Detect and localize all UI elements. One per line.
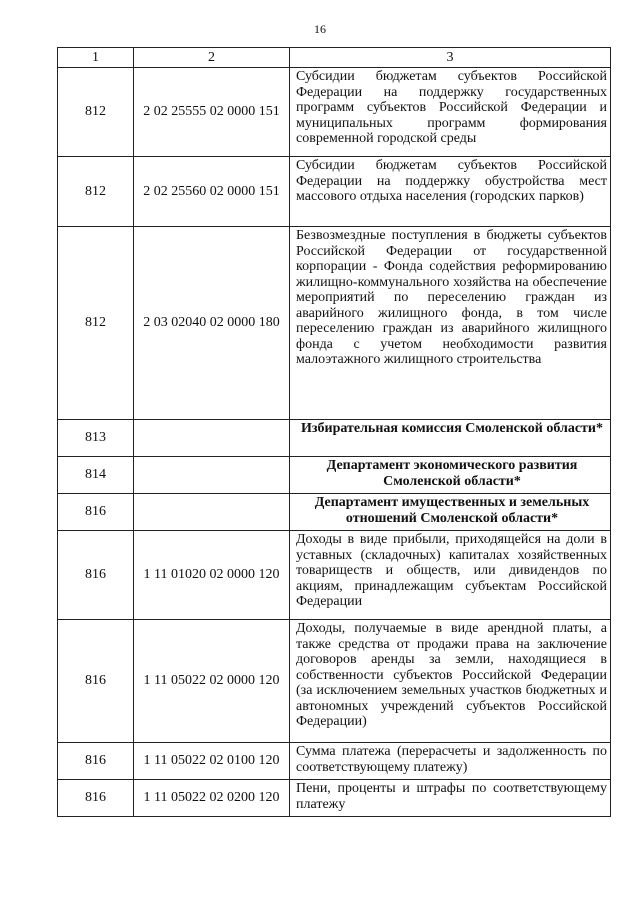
description-cell: Доходы в виде прибыли, приходящейся на доли в уставных (складочных) капиталах хозяйственных товариществ и обществ, или дивидендов по акциям, принадлежащим субъектам Российской Федерации xyxy=(290,531,611,620)
revenue-code-cell: 2 03 02040 02 0000 180 xyxy=(134,227,290,420)
description-cell: Безвозмездные поступления в бюджеты субъектов Российской Федерации от государственной корпорации - Фонда содействия реформированию жилищно-коммунального хозяйства на обеспечение мероприятий по переселению граждан из аварийного жилищного фонда, в том числе переселению граждан из аварийного жилищного фонда с учетом необходимости развития малоэтажного жилищного строительства xyxy=(290,227,611,420)
table-row xyxy=(58,457,611,494)
admin-code-cell: 816 xyxy=(58,531,134,620)
table-row xyxy=(58,494,611,531)
description-cell: Пени, проценты и штрафы по соответствующему платежу xyxy=(290,780,611,817)
revenue-code-cell: 1 11 05022 02 0000 120 xyxy=(134,620,290,743)
admin-code-cell: 814 xyxy=(58,457,134,494)
table-row xyxy=(58,157,611,227)
table-row xyxy=(58,780,611,817)
revenue-code-cell: 1 11 05022 02 0100 120 xyxy=(134,743,290,780)
revenue-code-cell xyxy=(134,457,290,494)
column-header-3: 3 xyxy=(290,48,611,68)
department-heading-cell: Департамент имущественных и земельных отношений Смоленской области* xyxy=(290,494,611,531)
description-cell: Доходы, получаемые в виде арендной платы, а также средства от продажи права на заключение договоров аренды за земли, находящиеся в собственности субъектов Российской Федерации (за исключением земельных участков бюджетных и автономных учреждений субъектов Российской Федерации) xyxy=(290,620,611,743)
revenue-code-cell: 1 11 01020 02 0000 120 xyxy=(134,531,290,620)
department-heading-cell: Департамент экономического развития Смоленской области* xyxy=(290,457,611,494)
admin-code-cell: 812 xyxy=(58,157,134,227)
page-number: 16 xyxy=(314,22,326,36)
description-cell: Субсидии бюджетам субъектов Российской Федерации на поддержку обустройства мест массового отдыха населения (городских парков) xyxy=(290,157,611,227)
revenue-codes-table xyxy=(57,47,611,817)
admin-code-cell: 816 xyxy=(58,780,134,817)
admin-code-cell: 816 xyxy=(58,620,134,743)
column-header-2: 2 xyxy=(134,48,290,68)
table-row xyxy=(58,420,611,457)
revenue-code-cell xyxy=(134,420,290,457)
description-cell: Сумма платежа (перерасчеты и задолженность по соответствующему платежу) xyxy=(290,743,611,780)
revenue-code-cell: 2 02 25555 02 0000 151 xyxy=(134,68,290,157)
department-heading-cell: Избирательная комиссия Смоленской области* xyxy=(290,420,611,457)
admin-code-cell: 813 xyxy=(58,420,134,457)
column-header-1: 1 xyxy=(58,48,134,68)
admin-code-cell: 816 xyxy=(58,743,134,780)
table-header-row xyxy=(58,48,611,68)
description-cell: Субсидии бюджетам субъектов Российской Федерации на поддержку государственных программ субъектов Российской Федерации и муниципальных программ формирования современной городской среды xyxy=(290,68,611,157)
admin-code-cell: 816 xyxy=(58,494,134,531)
table-row xyxy=(58,531,611,620)
table-row xyxy=(58,620,611,743)
table-row xyxy=(58,227,611,420)
revenue-code-cell: 1 11 05022 02 0200 120 xyxy=(134,780,290,817)
admin-code-cell: 812 xyxy=(58,68,134,157)
revenue-code-cell xyxy=(134,494,290,531)
admin-code-cell: 812 xyxy=(58,227,134,420)
table-row xyxy=(58,743,611,780)
revenue-code-cell: 2 02 25560 02 0000 151 xyxy=(134,157,290,227)
table-row xyxy=(58,68,611,157)
